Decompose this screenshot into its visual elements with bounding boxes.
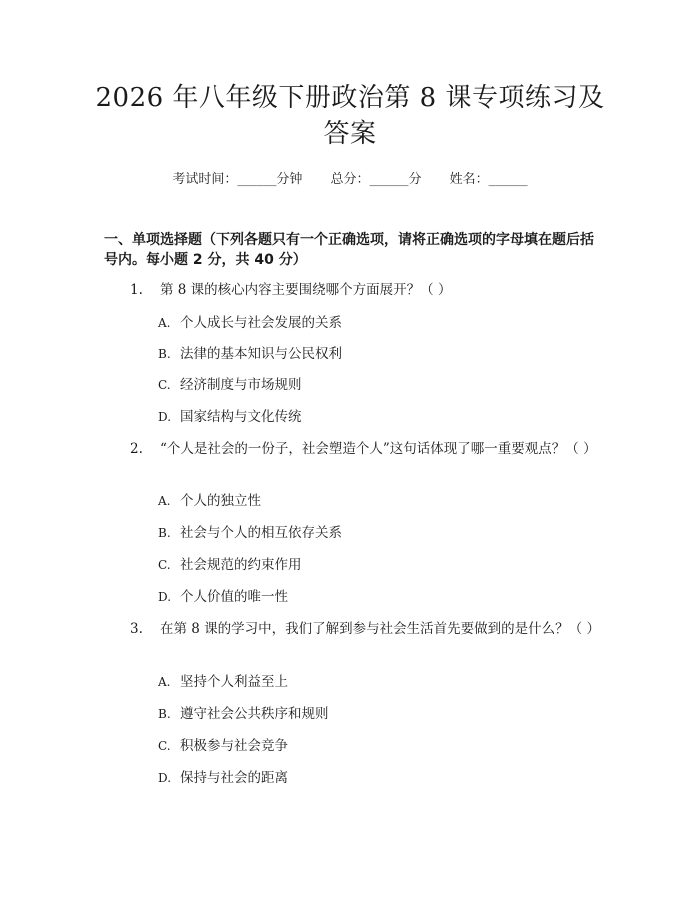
question-text: “个人是社会的一份子，社会塑造个人”这句话体现了哪一重要观点？（ ） <box>160 441 597 457</box>
option-letter: D. <box>158 590 172 604</box>
option-letter: A. <box>158 675 171 689</box>
question-3 <box>104 619 604 640</box>
question-number: 2. <box>130 441 143 457</box>
document-title: 2026 年八年级下册政治第 8 课专项练习及答案 <box>95 83 605 149</box>
question-1-option-b <box>158 344 342 364</box>
student-name-field: 姓名：______ <box>449 172 528 187</box>
option-letter: C. <box>158 558 171 572</box>
option-text: 个人的独立性 <box>180 493 261 509</box>
question-2-option-a <box>158 491 261 511</box>
question-1-option-d <box>158 407 302 427</box>
question-number: 1. <box>130 282 143 298</box>
option-text: 个人成长与社会发展的关系 <box>180 315 342 331</box>
question-text: 第 8 课的核心内容主要围绕哪个方面展开？（ ） <box>160 282 452 298</box>
question-number: 3. <box>130 621 143 637</box>
question-1-option-a <box>158 313 342 333</box>
exam-info <box>0 168 700 187</box>
option-letter: A. <box>158 494 171 508</box>
option-text: 坚持个人利益至上 <box>180 674 288 690</box>
option-text: 法律的基本知识与公民权利 <box>180 346 342 362</box>
option-text: 个人价值的唯一性 <box>180 589 288 605</box>
question-text: 在第 8 课的学习中，我们了解到参与社会生活首先要做到的是什么？（ ） <box>160 621 600 637</box>
question-1-option-c <box>158 375 302 395</box>
question-2-option-d <box>158 587 288 607</box>
option-letter: B. <box>158 526 171 540</box>
exam-time-field: 考试时间：______分钟 <box>172 172 303 187</box>
option-letter: C. <box>158 378 171 392</box>
question-2-option-b <box>158 523 342 543</box>
question-3-option-b <box>158 704 329 724</box>
option-text: 社会与个人的相互依存关系 <box>180 525 342 541</box>
question-2-option-c <box>158 555 302 575</box>
option-letter: D. <box>158 771 172 785</box>
question-3-option-c <box>158 736 288 756</box>
question-3-option-d <box>158 768 288 788</box>
option-text: 国家结构与文化传统 <box>180 409 302 425</box>
total-score-field: 总分：______分 <box>330 172 422 187</box>
option-letter: B. <box>158 347 171 361</box>
option-text: 社会规范的约束作用 <box>180 557 302 573</box>
option-text: 保持与社会的距离 <box>180 770 288 786</box>
option-letter: A. <box>158 316 171 330</box>
option-letter: C. <box>158 739 171 753</box>
question-2 <box>104 439 604 460</box>
section-heading: 一、单项选择题（下列各题只有一个正确选项，请将正确选项的字母填在题后括号内。每小题 2 分，共 40 分） <box>104 232 594 268</box>
question-3-option-a <box>158 672 288 692</box>
option-text: 积极参与社会竞争 <box>180 738 288 754</box>
option-text: 遵守社会公共秩序和规则 <box>180 706 329 722</box>
option-text: 经济制度与市场规则 <box>180 377 302 393</box>
question-1 <box>104 280 604 301</box>
option-letter: B. <box>158 707 171 721</box>
option-letter: D. <box>158 410 172 424</box>
